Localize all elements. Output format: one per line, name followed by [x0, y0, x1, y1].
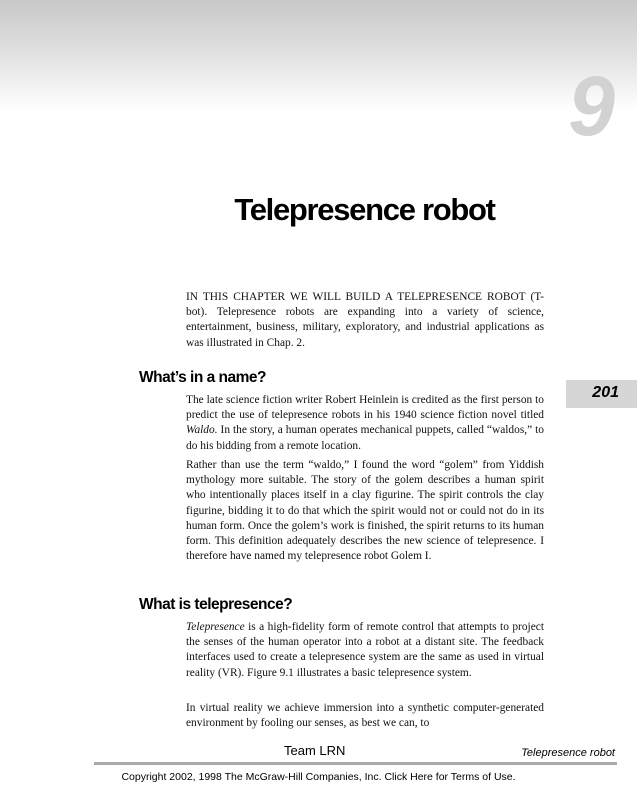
chapter-number: 9: [568, 59, 615, 153]
page-number: 201: [592, 384, 619, 401]
section-telepresence-paragraph-2: In virtual reality we achieve immersion into a synthetic computer-generated environment by fooling our senses, as best we can, to: [186, 702, 544, 730]
paragraph-text: In the story, a human operates mechanical puppets, called “waldos,” to do his bidding from a remote location.: [186, 424, 544, 452]
copyright-link[interactable]: Copyright 2002, 1998 The McGraw-Hill Companies, Inc. Click Here for Terms of Use.: [121, 771, 516, 783]
footer-running-title: Telepresence robot: [521, 747, 615, 759]
paragraph-text: The late science fiction writer Robert Heinlein is credited as the first person to predict the use of telepresence robots in his 1940 science fiction novel titled: [186, 394, 544, 422]
chapter-title: Telepresence robot: [234, 192, 495, 227]
intro-rest: (T-bot). Telepresence robots are expanding into a variety of science, entertainment, business, military, exploratory, and industrial applications as was illustrated in Chap. 2.: [186, 291, 544, 349]
intro-paragraph: [186, 290, 544, 351]
footer-team-label: Team LRN: [284, 743, 346, 758]
header-gradient-band: [0, 0, 637, 110]
page-number-tab: [566, 380, 637, 408]
section-name-paragraph-2: Rather than use the term “waldo,” I found the word “golem” from Yiddish mythology more suitable. The story of the golem describes a human spirit who intentionally places itself in a clay figurine. The spirit controls the clay figurine, bidding it to do that which the spirit would not or could not do in its human form. Once the golem’s work is finished, the spirit returns to its human form. This definition adequately describes the new science of telepresence. I therefore have named my telepresence robot Golem I.: [186, 459, 544, 563]
footer-divider: [94, 762, 617, 765]
book-title-waldo: Waldo.: [186, 424, 218, 437]
term-telepresence: Telepresence: [186, 621, 245, 633]
section-heading-name: What’s in a name?: [139, 369, 267, 386]
paragraph-text: is a high-fidelity form of remote control that attempts to project the senses of the human operator into a robot at a distant site. The feedback interfaces used to create a telepresence system are the same as used in virtual reality (VR). Figure 9.1 illustrates a basic telepresence system.: [186, 621, 544, 679]
section-name-paragraph-1: [186, 393, 544, 454]
intro-lead: IN THIS CHAPTER WE WILL BUILD A TELEPRESENCE ROBOT: [186, 291, 526, 303]
section-telepresence-paragraph-1: [186, 620, 544, 681]
section-heading-telepresence: What is telepresence?: [139, 596, 293, 613]
